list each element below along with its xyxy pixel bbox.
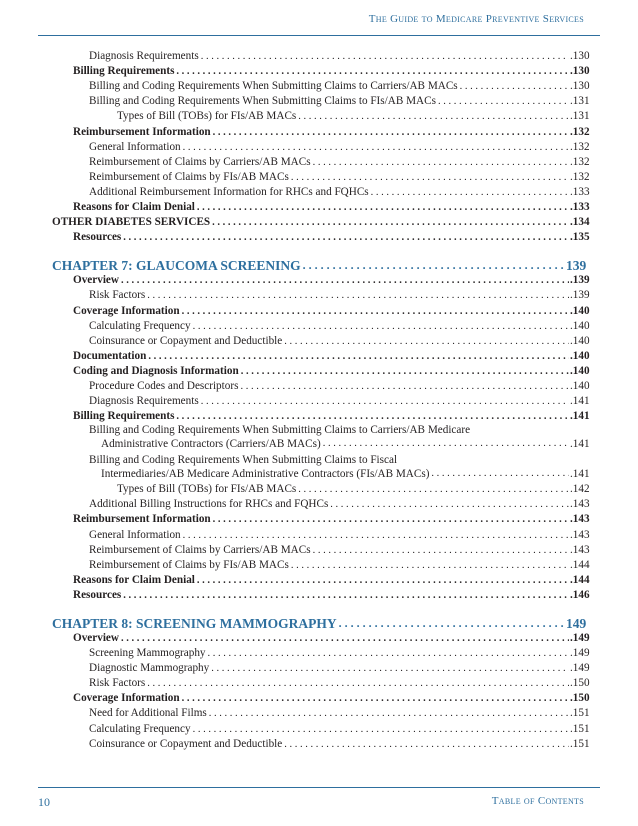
- toc-entry-label: Reimbursement of Claims by Carriers/AB MACs: [89, 543, 311, 556]
- toc-entry-page: .151: [570, 707, 590, 720]
- toc-entry[interactable]: [0, 108, 638, 123]
- toc-entry-label: Reasons for Claim Denial: [73, 201, 195, 214]
- toc-entry-label: Procedure Codes and Descriptors: [89, 379, 239, 392]
- toc-entry-page: .144: [570, 558, 590, 571]
- toc-entry[interactable]: [0, 333, 638, 348]
- dot-leader: [121, 274, 569, 287]
- toc-entry-label: Diagnosis Requirements: [89, 50, 199, 63]
- toc-entry-page: .144: [570, 573, 590, 586]
- toc-entry[interactable]: [0, 272, 638, 287]
- toc-entry[interactable]: [0, 393, 638, 408]
- toc-entry-page: .141: [570, 395, 590, 408]
- toc-entry[interactable]: [0, 169, 638, 184]
- toc-entry[interactable]: [0, 318, 638, 333]
- toc-entry-page: .146: [570, 588, 590, 601]
- toc-entry-page: .141: [570, 468, 590, 481]
- dot-leader: [197, 201, 569, 214]
- toc-entry-label: Types of Bill (TOBs) for FIs/AB MACs: [117, 483, 297, 496]
- dot-leader: [241, 365, 569, 378]
- toc-entry-page: .140: [570, 334, 590, 347]
- toc-entry-page: .140: [570, 364, 590, 377]
- toc-entry[interactable]: [0, 123, 638, 138]
- dot-leader: [201, 50, 569, 63]
- toc-entry-page: .130: [570, 65, 590, 78]
- toc-entry-page: .130: [570, 80, 590, 93]
- toc-entry-page: .143: [570, 513, 590, 526]
- dot-leader: [313, 544, 569, 557]
- toc-entry[interactable]: [0, 93, 638, 108]
- chapter-title: CHAPTER 7: GLAUCOMA SCREENING: [52, 258, 301, 273]
- toc-entry-label: Documentation: [73, 349, 147, 362]
- toc-entry-label-line2: Intermediaries/AB Medicare Administrative Contractors (FIs/AB MACs): [101, 468, 430, 481]
- dot-leader: [431, 467, 569, 481]
- toc-entry-page: .139: [570, 289, 590, 302]
- toc-entry-label: Need for Additional Films: [89, 707, 207, 720]
- toc-entry-page: .149: [570, 647, 590, 660]
- running-footer: Table of Contents: [491, 795, 584, 807]
- toc-entry-label: Reimbursement Information: [73, 513, 211, 526]
- table-of-contents: [0, 48, 638, 751]
- dot-leader: [193, 723, 569, 736]
- dot-leader: [323, 437, 569, 451]
- dot-leader: [284, 738, 569, 751]
- toc-entry-page: .141: [570, 410, 590, 423]
- dot-leader: [123, 589, 569, 602]
- dot-leader: [176, 410, 569, 423]
- toc-entry[interactable]: [0, 526, 638, 541]
- chapter-heading[interactable]: [0, 612, 638, 630]
- chapter-page: 139: [566, 258, 587, 273]
- toc-entry-page: .134: [570, 216, 590, 229]
- toc-entry-label: Billing Requirements: [73, 65, 175, 78]
- dot-leader: [371, 186, 569, 199]
- toc-entry[interactable]: [0, 720, 638, 735]
- toc-entry-page: .135: [570, 231, 590, 244]
- toc-entry-page: .133: [570, 185, 590, 198]
- toc-entry-page: .139: [570, 274, 590, 287]
- toc-entry[interactable]: [0, 660, 638, 675]
- toc-entry-page: .143: [570, 498, 590, 511]
- toc-entry[interactable]: [0, 378, 638, 393]
- dot-leader: [183, 141, 569, 154]
- toc-entry-label: Additional Reimbursement Information for RHCs and FQHCs: [89, 185, 369, 198]
- toc-entry-page: .131: [570, 95, 590, 108]
- toc-entry-label: Risk Factors: [89, 289, 146, 302]
- toc-entry[interactable]: [0, 229, 638, 244]
- toc-entry[interactable]: [0, 348, 638, 363]
- toc-entry-page: .143: [570, 543, 590, 556]
- toc-entry-page: .141: [570, 438, 590, 451]
- toc-entry[interactable]: [0, 690, 638, 705]
- dot-leader: [291, 171, 569, 184]
- dot-leader: [339, 617, 565, 630]
- toc-entry-label: General Information: [89, 528, 181, 541]
- dot-leader: [183, 529, 569, 542]
- dot-leader: [330, 498, 569, 511]
- toc-entry[interactable]: [0, 572, 638, 587]
- toc-entry-page: .140: [570, 304, 590, 317]
- dot-leader: [182, 305, 569, 318]
- toc-entry[interactable]: [0, 63, 638, 78]
- toc-entry-label: Billing and Coding Requirements When Submitting Claims to FIs/AB MACs: [89, 95, 436, 108]
- toc-entry[interactable]: [0, 736, 638, 751]
- toc-entry-label: Diagnosis Requirements: [89, 395, 199, 408]
- toc-entry-page: .140: [570, 349, 590, 362]
- dot-leader: [460, 80, 569, 93]
- toc-entry-label: OTHER DIABETES SERVICES: [52, 216, 211, 229]
- toc-entry[interactable]: [0, 645, 638, 660]
- toc-entry-label-line1: Billing and Coding Requirements When Submitting Claims to Carriers/AB Medicare: [89, 424, 471, 437]
- toc-entry-page: .149: [570, 632, 590, 644]
- toc-entry-page: .133: [570, 201, 590, 214]
- toc-entry-page: .130: [570, 50, 590, 63]
- dot-leader: [147, 677, 569, 690]
- toc-entry-label: Coinsurance or Copayment and Deductible: [89, 737, 283, 750]
- toc-entry-label: Reasons for Claim Denial: [73, 573, 195, 586]
- toc-entry[interactable]: [0, 496, 638, 511]
- dot-leader: [197, 574, 569, 587]
- toc-entry[interactable]: [0, 287, 638, 302]
- dot-leader: [213, 126, 569, 139]
- toc-entry-page: .132: [570, 140, 590, 153]
- toc-entry-label-line1: Billing and Coding Requirements When Submitting Claims to Fiscal: [89, 454, 398, 467]
- dot-leader: [211, 662, 569, 675]
- toc-entry-label: Reimbursement of Claims by FIs/AB MACs: [89, 558, 289, 571]
- dot-leader: [176, 65, 569, 78]
- footer-rule: [38, 787, 600, 788]
- toc-entry-label: Reimbursement of Claims by Carriers/AB MACs: [89, 155, 311, 168]
- toc-entry-label: General Information: [89, 140, 181, 153]
- toc-entry-page: .150: [570, 677, 590, 690]
- toc-entry-label: Additional Billing Instructions for RHCs and FQHCs: [89, 498, 329, 511]
- toc-entry[interactable]: [0, 184, 638, 199]
- toc-entry[interactable]: [0, 363, 638, 378]
- toc-entry-page: .140: [570, 379, 590, 392]
- toc-entry-label: Calculating Frequency: [89, 319, 191, 332]
- toc-entry-page: .140: [570, 319, 590, 332]
- dot-leader: [298, 483, 569, 496]
- toc-entry[interactable]: [0, 630, 638, 645]
- toc-entry[interactable]: [0, 214, 638, 229]
- toc-entry[interactable]: [0, 139, 638, 154]
- dot-leader: [212, 216, 569, 229]
- toc-entry-label: Reimbursement Information: [73, 125, 211, 138]
- toc-entry-label: Risk Factors: [89, 677, 146, 690]
- toc-entry-label: Overview: [73, 632, 119, 644]
- toc-entry-label: Coverage Information: [73, 692, 180, 705]
- toc-entry[interactable]: [0, 481, 638, 496]
- toc-entry-label: Overview: [73, 274, 119, 287]
- toc-entry-page: .143: [570, 528, 590, 541]
- toc-entry-label: Resources: [73, 588, 122, 601]
- toc-entry-label: Coinsurance or Copayment and Deductible: [89, 334, 283, 347]
- chapter-heading[interactable]: [0, 254, 638, 272]
- toc-entry[interactable]: [0, 542, 638, 557]
- toc-entry-label: Resources: [73, 231, 122, 244]
- toc-entry-page: .149: [570, 662, 590, 675]
- dot-leader: [182, 692, 569, 705]
- dot-leader: [209, 707, 569, 720]
- toc-entry-label: Diagnostic Mammography: [89, 662, 210, 675]
- dot-leader: [313, 156, 569, 169]
- toc-entry-label: Coding and Diagnosis Information: [73, 364, 239, 377]
- toc-entry-label: Coverage Information: [73, 304, 180, 317]
- dot-leader: [121, 632, 569, 645]
- dot-leader: [291, 559, 569, 572]
- dot-leader: [193, 320, 569, 333]
- dot-leader: [284, 335, 569, 348]
- page-number: 10: [38, 795, 50, 809]
- dot-leader: [298, 110, 569, 123]
- chapter-title: CHAPTER 8: SCREENING MAMMOGRAPHY: [52, 615, 337, 630]
- dot-leader: [123, 231, 569, 244]
- toc-entry[interactable]: [0, 48, 638, 63]
- dot-leader: [438, 95, 569, 108]
- toc-entry-page: .132: [570, 155, 590, 168]
- toc-entry-page: .150: [570, 692, 590, 705]
- dot-leader: [213, 513, 569, 526]
- toc-entry-page: .142: [570, 483, 590, 496]
- toc-entry[interactable]: [0, 675, 638, 690]
- toc-entry-page: .132: [570, 170, 590, 183]
- toc-entry-wrapped[interactable]: [0, 453, 638, 481]
- toc-entry-page: .131: [570, 110, 590, 123]
- toc-entry-label: Calculating Frequency: [89, 722, 191, 735]
- toc-entry[interactable]: [0, 78, 638, 93]
- toc-entry[interactable]: [0, 587, 638, 602]
- toc-entry-page: .151: [570, 722, 590, 735]
- toc-entry-page: .132: [570, 125, 590, 138]
- header-rule: [38, 35, 600, 36]
- dot-leader: [240, 380, 569, 393]
- toc-entry-label: Screening Mammography: [89, 647, 206, 660]
- dot-leader: [148, 350, 569, 363]
- toc-entry-label: Types of Bill (TOBs) for FIs/AB MACs: [117, 110, 297, 123]
- dot-leader: [303, 259, 565, 272]
- toc-entry-label: Billing Requirements: [73, 410, 175, 423]
- toc-entry[interactable]: [0, 408, 638, 423]
- toc-entry-label: Reimbursement of Claims by FIs/AB MACs: [89, 170, 289, 183]
- dot-leader: [147, 289, 569, 302]
- chapter-page: 149: [566, 615, 587, 630]
- toc-entry[interactable]: [0, 154, 638, 169]
- toc-entry-label: Billing and Coding Requirements When Submitting Claims to Carriers/AB MACs: [89, 80, 458, 93]
- running-header: The Guide to Medicare Preventive Services: [368, 13, 584, 25]
- toc-entry-page: .151: [570, 737, 590, 750]
- toc-entry-wrapped[interactable]: [0, 423, 638, 451]
- toc-entry-label-line2: Administrative Contractors (Carriers/AB MACs): [101, 438, 321, 451]
- toc-entry[interactable]: [0, 199, 638, 214]
- toc-entry[interactable]: [0, 511, 638, 526]
- dot-leader: [201, 395, 569, 408]
- dot-leader: [208, 647, 569, 660]
- toc-entry[interactable]: [0, 302, 638, 317]
- toc-entry[interactable]: [0, 705, 638, 720]
- toc-entry[interactable]: [0, 557, 638, 572]
